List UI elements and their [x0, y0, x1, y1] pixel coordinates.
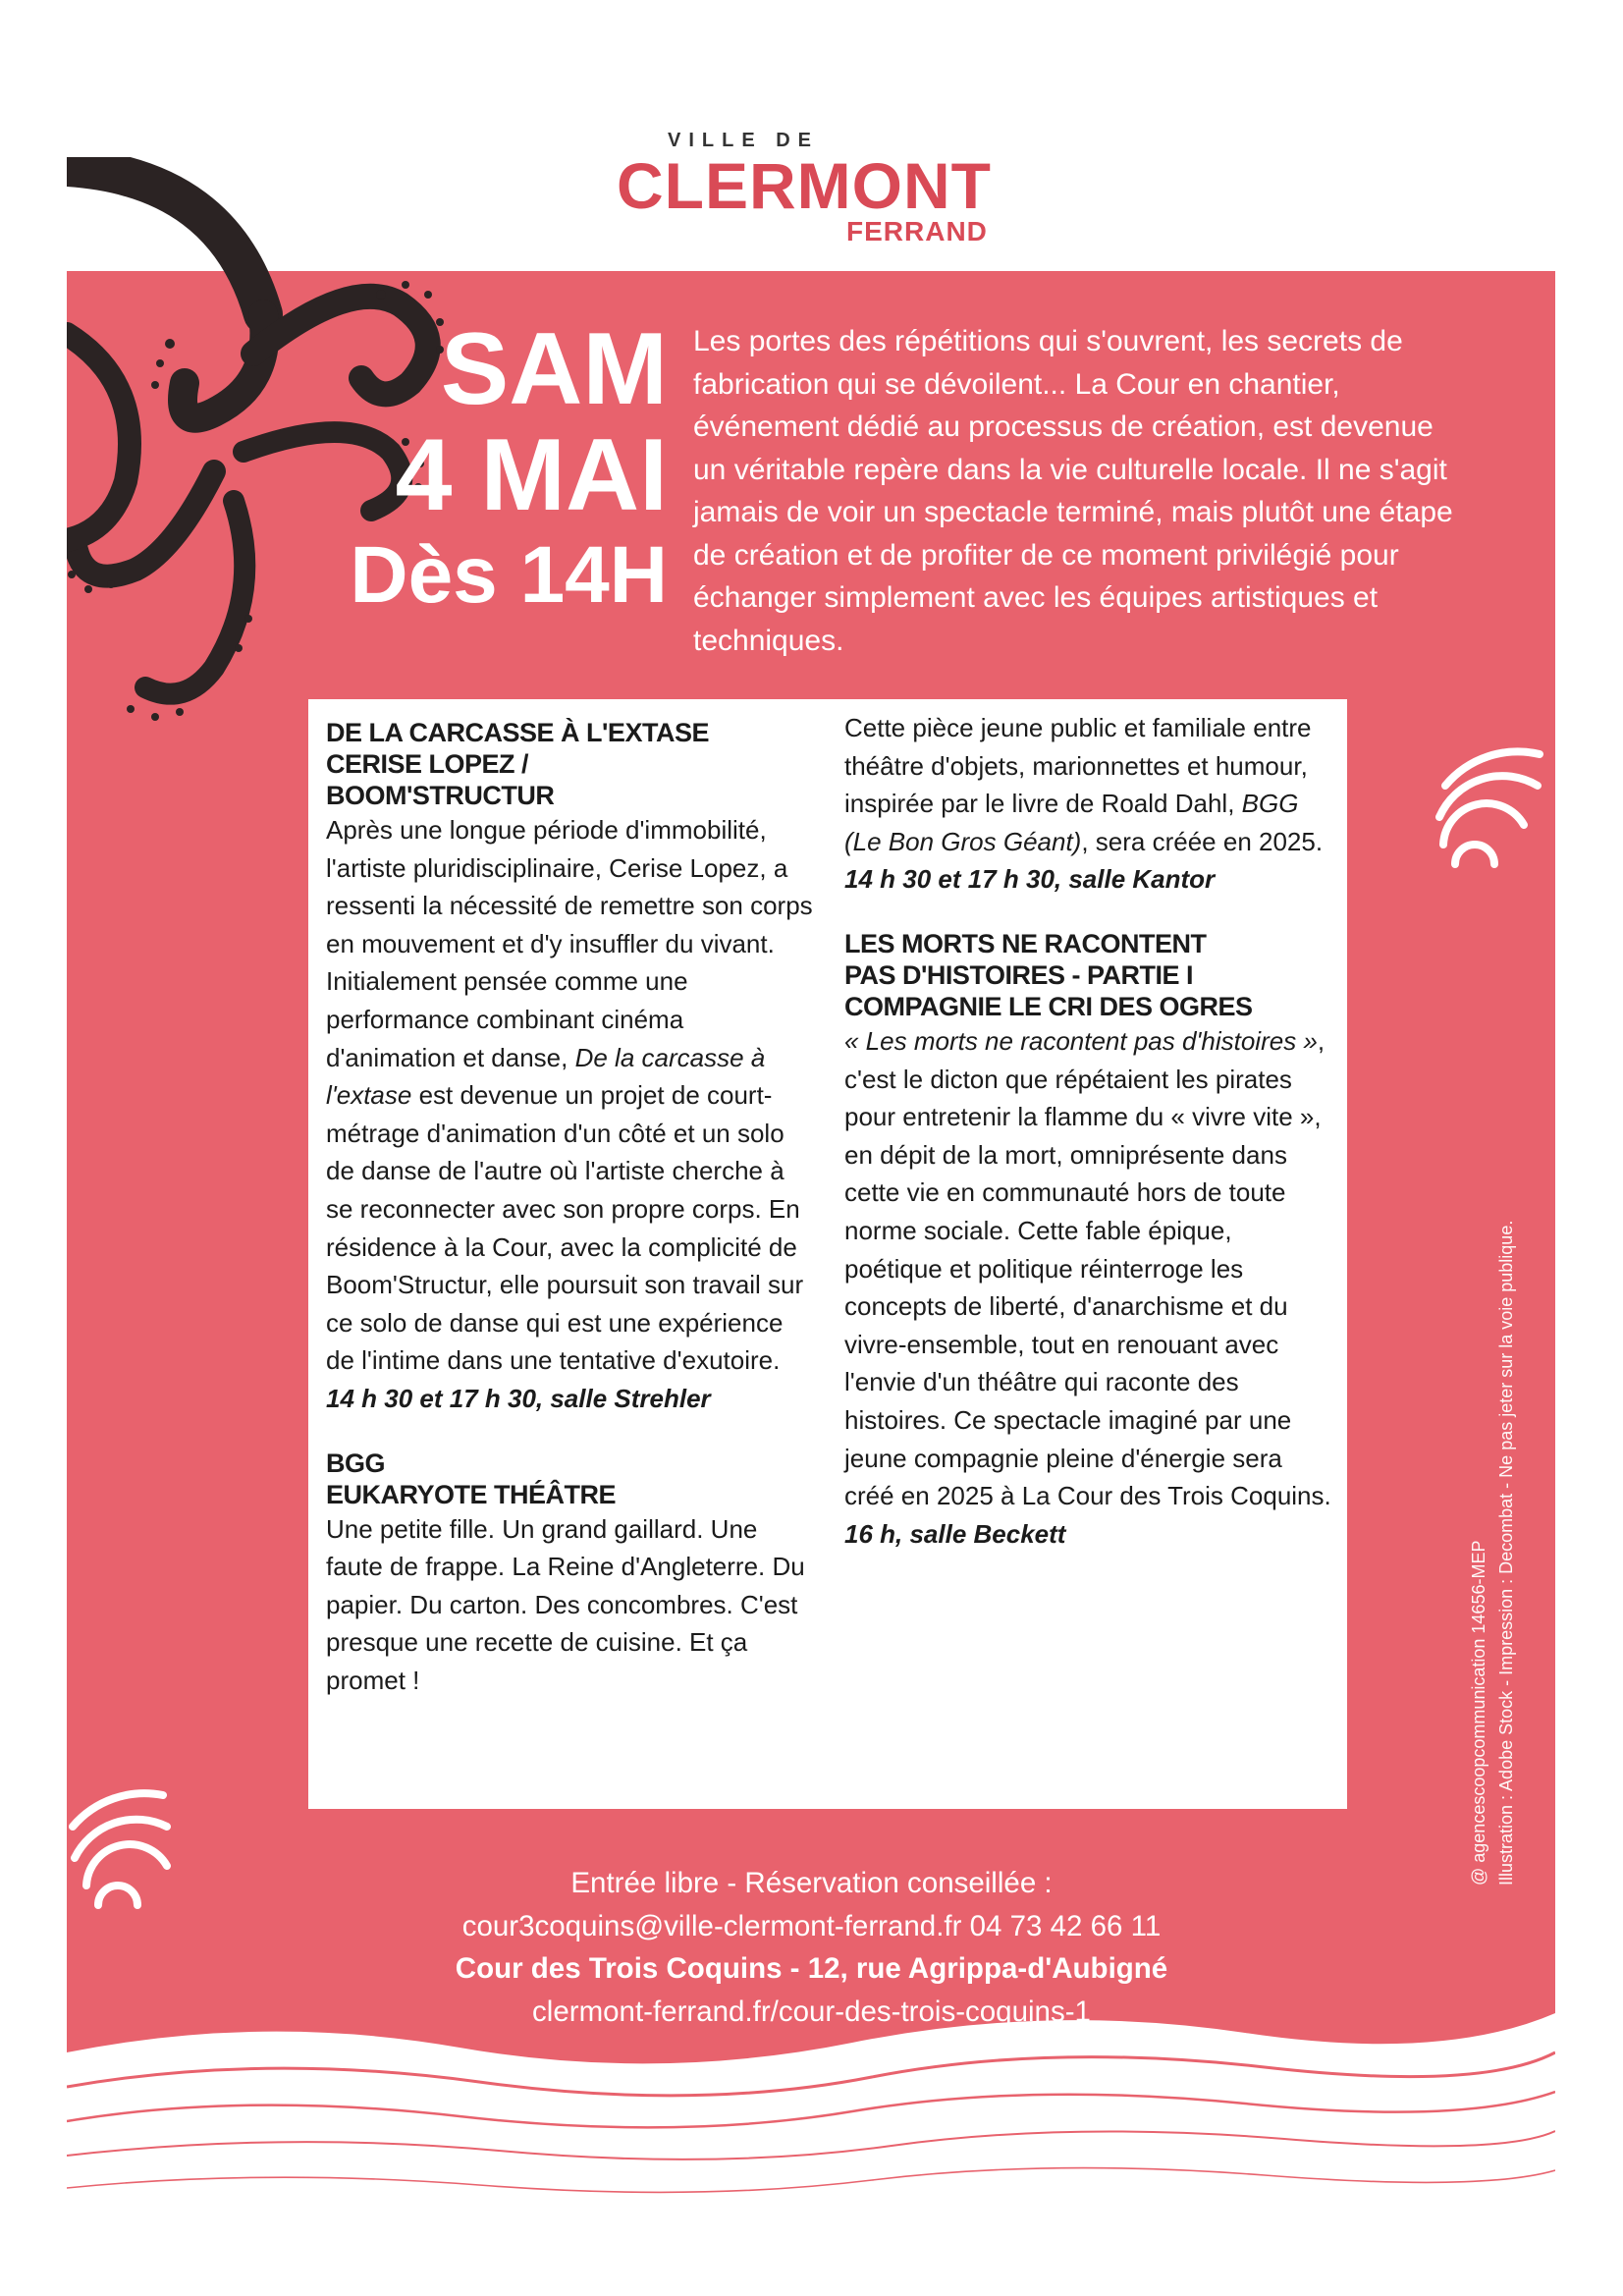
event-date	[295, 314, 668, 625]
wifi-wave-icon	[69, 1787, 177, 1925]
event-description	[326, 811, 817, 1380]
date-day: SAM	[440, 312, 668, 426]
wifi-wave-icon	[1435, 746, 1543, 884]
event-description-italic: « Les morts ne racontent pas d'histoires »	[844, 1025, 1318, 1056]
program-card	[308, 699, 1347, 1809]
logo-ville-de: VILLE DE	[668, 130, 820, 151]
event-description-italic: BGG (Le Bon Gros Géant)	[844, 789, 1299, 856]
program-column-left	[326, 717, 817, 1699]
event-description-part: , c'est le dicton que répétaient les pirates pour entretenir la flamme du « vivre vite », en dépit de la mort, omniprésente dans cette vie en communauté hors de toute norme sociale. Cette fable épique, poétique et politique réinterroge les concepts de liberté, d'anarchisme et du vivre-ensemble, tout en renouant avec l'envie d'un théâtre qui raconte des histoires. Ce spectacle imaginé par une jeune compagnie pleine d'énergie sera créé en 2025 à La Cour des Trois Coquins.	[844, 1025, 1331, 1511]
event-description-part: Après une longue période d'immobilité, l'artiste pluridisciplinaire, Cerise Lopez, a ressenti la nécessité de remettre son corps en mouvement et d'y insuffler du vivant. Initialement pensée comme une performance combinant cinéma d'animation et danse,	[326, 815, 813, 1072]
event-company: EUKARYOTE THÉÂTRE	[326, 1479, 617, 1509]
footer-website: clermont-ferrand.fr/cour-des-trois-coquins-1	[532, 1995, 1091, 2028]
event-description	[844, 1022, 1335, 1515]
contact-footer	[295, 1862, 1328, 2033]
event-description-part: Cette pièce jeune public et familiale entre théâtre d'objets, marionnettes et humour, inspirée par le livre de Roald Dahl,	[844, 713, 1312, 819]
event-time: 14 h 30 et 17 h 30, salle Strehler	[326, 1383, 711, 1413]
event-title: DE LA CARCASSE À L'EXTASE	[326, 718, 709, 747]
logo-ferrand: FERRAND	[846, 216, 988, 246]
event-company: CERISE LOPEZ /	[326, 749, 529, 779]
city-logo	[589, 126, 1060, 244]
date-time: Dès 14H	[350, 530, 668, 620]
event-title: BGG	[326, 1448, 386, 1478]
event-description	[844, 709, 1335, 860]
logo-clermont: CLERMONT	[617, 149, 992, 222]
date-month: 4 MAI	[395, 418, 668, 532]
event-description-part: est devenue un projet de court-métrage d'animation d'un côté et un solo de danse de l'autre où l'artiste cherche à se reconnecter avec son propre corps. En résidence à la Cour, avec la complicité de Boom'Structur, elle poursuit son travail sur ce solo de danse qui est une expérience de l'intime dans une tentative d'exutoire.	[326, 1080, 804, 1376]
credits-agency: @ agencescoopcommunication 14656-MEP	[1469, 1540, 1488, 1886]
event-title: PAS D'HISTOIRES - PARTIE I	[844, 959, 1193, 990]
footer-entry: Entrée libre - Réservation conseillée :	[570, 1867, 1053, 1899]
event-company: COMPAGNIE LE CRI DES OGRES	[844, 991, 1253, 1021]
event-time: 14 h 30 et 17 h 30, salle Kantor	[844, 864, 1216, 895]
event-description-italic: De la carcasse à l'extase	[326, 1042, 766, 1111]
event-company: BOOM'STRUCTUR	[326, 781, 555, 810]
credits-illustration: Illustration : Adobe Stock - Impression : Decombat - Ne pas jeter sur la voie publique.	[1496, 1220, 1516, 1886]
event-title: LES MORTS NE RACONTENT	[844, 928, 1207, 958]
print-credits	[1465, 943, 1534, 1886]
footer-address: Cour des Trois Coquins - 12, rue Agrippa-d'Aubigné	[455, 1952, 1168, 1985]
event-description-part: , sera créée en 2025.	[1081, 826, 1324, 856]
intro-text: Les portes des répétitions qui s'ouvrent, les secrets de fabrication qui se dévoilent... La Cour en chantier, événement dédié au processus de création, est devenue un véritable repère dans la vie culturelle locale. Il ne s'agit jamais de voir un spectacle terminé, mais plutôt une étape de création et de profiter de ce moment privilégié pour échanger simplement avec les équipes artistiques et techniques.	[693, 325, 1453, 657]
event-time: 16 h, salle Beckett	[844, 1518, 1066, 1549]
program-column-right	[844, 709, 1335, 1553]
event-description: Une petite fille. Un grand gaillard. Une faute de frappe. La Reine d'Angleterre. Du papier. Du carton. Des concombres. C'est presque une recette de cuisine. Et ça promet !	[326, 1513, 805, 1695]
footer-email-phone: cour3coquins@ville-clermont-ferrand.fr 04 73 42 66 11	[461, 1909, 1162, 1942]
